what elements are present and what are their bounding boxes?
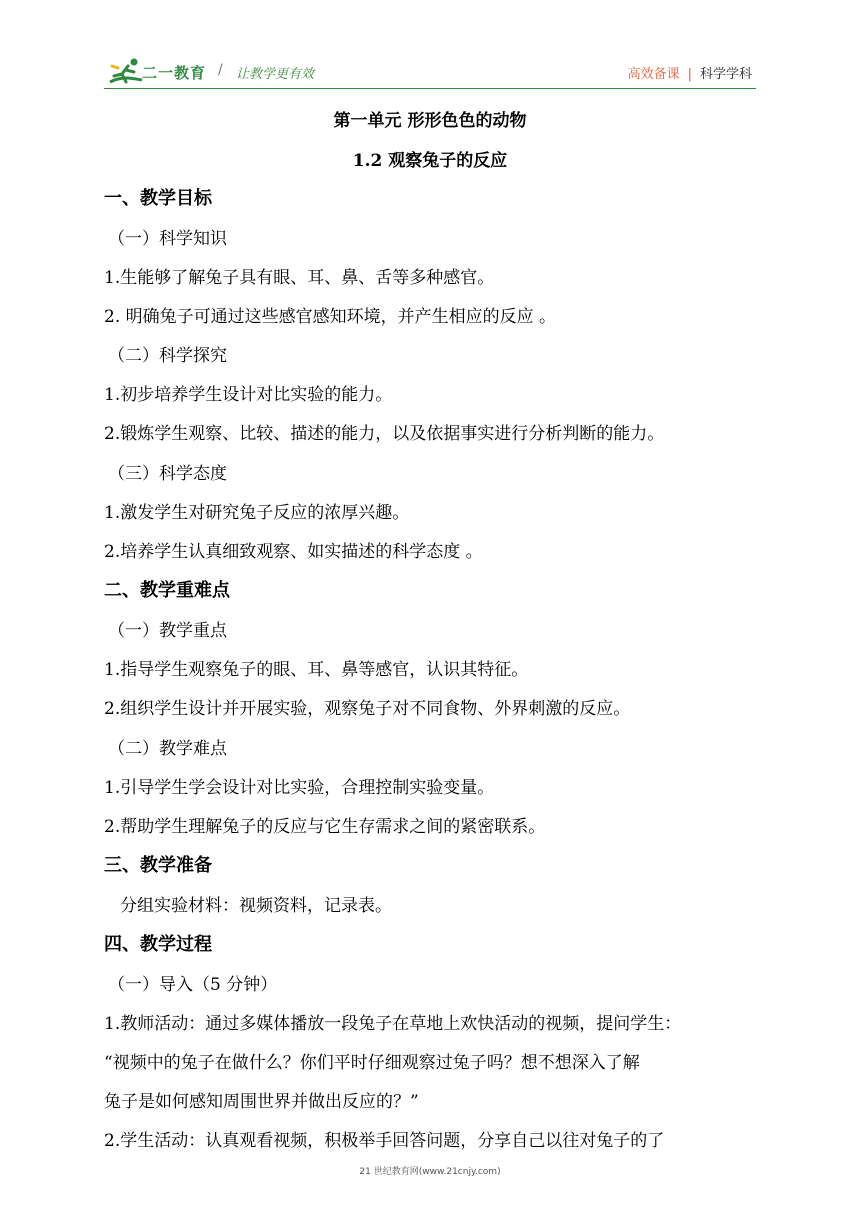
body-line: 分组实验材料：视频资料，记录表。: [120, 896, 392, 916]
body-line: 2.锻炼学生观察、比较、描述的能力，以及依据事实进行分析判断的能力。: [104, 424, 665, 444]
subsection-heading: （一）教学重点: [108, 621, 227, 641]
body-line: 2.帮助学生理解兔子的反应与它生存需求之间的紧密联系。: [104, 817, 546, 837]
body-line: 1.激发学生对研究兔子反应的浓厚兴趣。: [104, 503, 410, 523]
body-line: 1.指导学生观察兔子的眼、耳、鼻等感官，认识其特征。: [104, 660, 529, 680]
header-rule: [104, 88, 756, 89]
subsection-heading: （一）导入（5 分钟）: [108, 975, 278, 995]
subsection-heading: （二）科学探究: [108, 346, 227, 366]
lesson-title: 1.2 观察兔子的反应: [352, 151, 508, 171]
body-line: “视频中的兔子在做什么？你们平时仔细观察过兔子吗？想不想深入了解: [104, 1053, 640, 1073]
subject-label: 科学学科: [699, 67, 752, 82]
body-line: 1.教师活动：通过多媒体播放一段兔子在草地上欢快活动的视频，提问学生：: [104, 1014, 682, 1034]
body-line: 1.引导学生学会设计对比实验，合理控制实验变量。: [104, 778, 495, 798]
header-right: [628, 63, 752, 82]
section-heading: 四、教学过程: [104, 934, 212, 955]
header-separator: /: [218, 62, 223, 78]
logo-text: 二一教育: [142, 64, 207, 82]
section-heading: 一、教学目标: [104, 188, 212, 209]
subsection-heading: （一）科学知识: [108, 229, 227, 249]
subsection-heading: （三）科学态度: [108, 464, 227, 484]
body-line: 兔子是如何感知周围世界并做出反应的？”: [104, 1092, 419, 1112]
body-line: 2.组织学生设计并开展实验，观察兔子对不同食物、外界刺激的反应。: [104, 699, 631, 719]
body-line: 1.生能够了解兔子具有眼、耳、鼻、舌等多种感官。: [104, 268, 495, 288]
page-header: [0, 0, 860, 96]
slogan: 让教学更有效: [236, 67, 315, 82]
unit-title: 第一单元 形形色色的动物: [333, 111, 527, 131]
subsection-heading: （二）教学难点: [108, 739, 227, 759]
section-heading: 三、教学准备: [104, 855, 212, 876]
body-line: 2.培养学生认真细致观察、如实描述的科学态度 。: [104, 542, 483, 562]
page-footer: 21 世纪教育网(www.21cnjy.com): [359, 1167, 501, 1177]
header-divider: |: [687, 67, 692, 82]
body-line: 1.初步培养学生设计对比实验的能力。: [104, 385, 393, 405]
body-line: 2. 明确兔子可通过这些感官感知环境，并产生相应的反应 。: [104, 307, 557, 327]
course-label: 高效备课: [627, 67, 680, 82]
body-line: 2.学生活动：认真观看视频，积极举手回答问题，分享自己以往对兔子的了: [104, 1131, 665, 1151]
section-heading: 二、教学重难点: [104, 580, 230, 601]
